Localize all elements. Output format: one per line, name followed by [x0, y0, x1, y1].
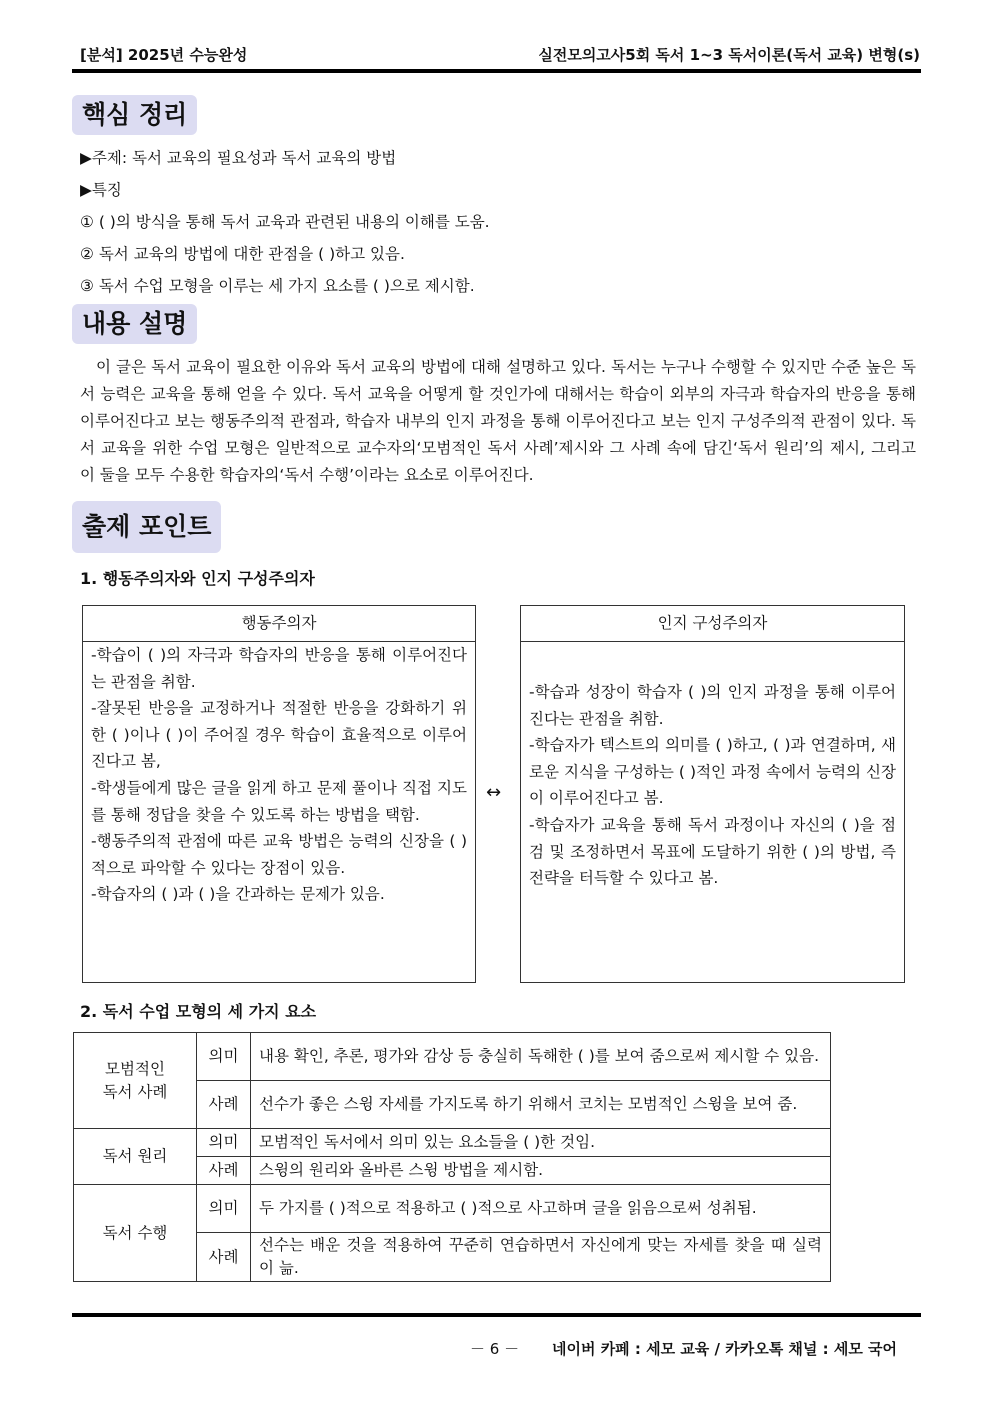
points-badge: 출제 포인트	[72, 501, 221, 553]
table-category	[74, 1033, 197, 1129]
table-category-line: 독서 수행	[102, 1223, 168, 1242]
table-category	[74, 1185, 197, 1282]
top-divider	[72, 69, 921, 73]
section2-title: 2. 독서 수업 모형의 세 가지 요소	[80, 1002, 317, 1021]
table-row	[74, 1129, 831, 1157]
table-cell: 모범적인 독서에서 의미 있는 요소들을 ( )한 것임.	[251, 1129, 831, 1157]
list-item: -잘못된 반응을 교정하거나 적절한 반응을 강화하기 위한 ( )이나 ( )이 주어질 경우 학습이 효율적으로 이루어진다고 봄,	[91, 699, 467, 771]
table-sub-label: 의미	[197, 1185, 251, 1233]
summary-topic: ▶주제: 독서 교육의 필요성과 독서 교육의 방법	[80, 149, 397, 167]
header-left-title: [분석] 2025년 수능완성	[80, 46, 248, 64]
bottom-divider	[72, 1313, 921, 1317]
behaviorist-box	[82, 605, 476, 983]
table-sub-label: 의미	[197, 1033, 251, 1081]
summary-features-label: ▶특징	[80, 181, 122, 199]
table-category-line: 독서 사례	[102, 1082, 168, 1101]
explanation-badge: 내용 설명	[72, 304, 197, 344]
table-row	[74, 1033, 831, 1081]
table-cell: 내용 확인, 추론, 평가와 감상 등 충실히 독해한 ( )를 보여 줌으로써 제시할 수 있음.	[251, 1033, 831, 1081]
section1-title: 1. 행동주의자와 인지 구성주의자	[80, 569, 315, 588]
cognitivist-header: 인지 구성주의자	[521, 606, 904, 642]
list-item: -학습과 성장이 학습자 ( )의 인지 과정을 통해 이루어진다는 관점을 취함.	[529, 683, 896, 728]
summary-item: ③ 독서 수업 모형을 이루는 세 가지 요소를 ( )으로 제시함.	[80, 277, 475, 295]
behaviorist-header: 행동주의자	[83, 606, 475, 642]
page-number: － 6 －	[470, 1340, 520, 1358]
summary-item: ① ( )의 방식을 통해 독서 교육과 관련된 내용의 이해를 도움.	[80, 213, 490, 231]
list-item: -학습자가 교육을 통해 독서 과정이나 자신의 ( )을 점검 및 조정하면서 목표에 도달하기 위한 ( )의 방법, 즉 전략을 터득할 수 있다고 봄.	[529, 815, 896, 888]
table-cell: 선수가 좋은 스윙 자세를 가지도록 하기 위해서 코치는 모범적인 스윙을 보여 줌.	[251, 1081, 831, 1129]
table-sub-label: 의미	[197, 1129, 251, 1157]
reading-model-table	[73, 1032, 831, 1282]
list-item: -학습자가 텍스트의 의미를 ( )하고, ( )과 연결하며, 새로운 지식을 구성하는 ( )적인 과정 속에서 능력의 신장이 이루어진다고 봄.	[529, 736, 896, 808]
list-item: -학습이 ( )의 자극과 학습자의 반응을 통해 이루어진다는 관점을 취함.	[91, 646, 467, 691]
cognitivist-list	[521, 642, 904, 892]
footer-channel-info: 네이버 카페 : 세모 교육 / 카카오톡 채널 : 세모 국어	[552, 1340, 898, 1358]
table-cell: 선수는 배운 것을 적용하여 꾸준히 연습하면서 자신에게 맞는 자세를 찾을 때 실력이 늚.	[251, 1233, 831, 1282]
table-row	[74, 1185, 831, 1233]
cognitivist-box	[520, 605, 905, 983]
table-category-line: 독서 원리	[102, 1147, 168, 1165]
explanation-paragraph: 이 글은 독서 교육이 필요한 이유와 독서 교육의 방법에 대해 설명하고 있다. 독서는 누구나 수행할 수 있지만 수준 높은 독서 능력은 교육을 통해 얻을 수 있다. 독서 교육을 어떻게 할 것인가에 대해서는 학습이 외부의 자극과 학습자의 반응을 통해 이루어진다고 보는 행동주의적 관점과, 학습자 내부의 인지 과정을 통해 이루어진다고 보는 인지 구성주의적 관점이 있다. 독서 교육을 위한 수업 모형은 일반적으로 교수자의‘모범적인 독서 사례’제시와 그 사례 속에 담긴‘독서 원리’의 제시, 그리고 이 둘을 모두 수용한 학습자의‘독서 수행’이라는 요소로 이루어진다.	[80, 358, 916, 484]
table-cell: 두 가지를 ( )적으로 적용하고 ( )적으로 사고하며 글을 읽음으로써 성취됨.	[251, 1185, 831, 1233]
table-sub-label: 사례	[197, 1233, 251, 1282]
list-item: -학생들에게 많은 글을 읽게 하고 문제 풀이나 직접 지도를 통해 정답을 찾을 수 있도록 하는 방법을 택함.	[91, 778, 467, 824]
list-item: -행동주의적 관점에 따른 교육 방법은 능력의 신장을 ( )적으로 파악할 수 있다는 장점이 있음.	[91, 832, 467, 877]
table-sub-label: 사례	[197, 1081, 251, 1129]
bidirectional-arrow: ↔	[486, 782, 502, 803]
summary-item: ② 독서 교육의 방법에 대한 관점을 ( )하고 있음.	[80, 245, 405, 263]
table-category-line: 모범적인	[105, 1059, 165, 1078]
header-right-title: 실전모의고사5회 독서 1~3 독서이론(독서 교육) 변형(s)	[538, 46, 920, 64]
table-sub-label: 사례	[197, 1157, 251, 1185]
table-category	[74, 1129, 197, 1185]
behaviorist-list	[83, 642, 475, 908]
summary-badge: 핵심 정리	[72, 95, 197, 135]
list-item: -학습자의 ( )과 ( )을 간과하는 문제가 있음.	[91, 885, 385, 904]
table-cell: 스윙의 원리와 올바른 스윙 방법을 제시함.	[251, 1157, 831, 1185]
